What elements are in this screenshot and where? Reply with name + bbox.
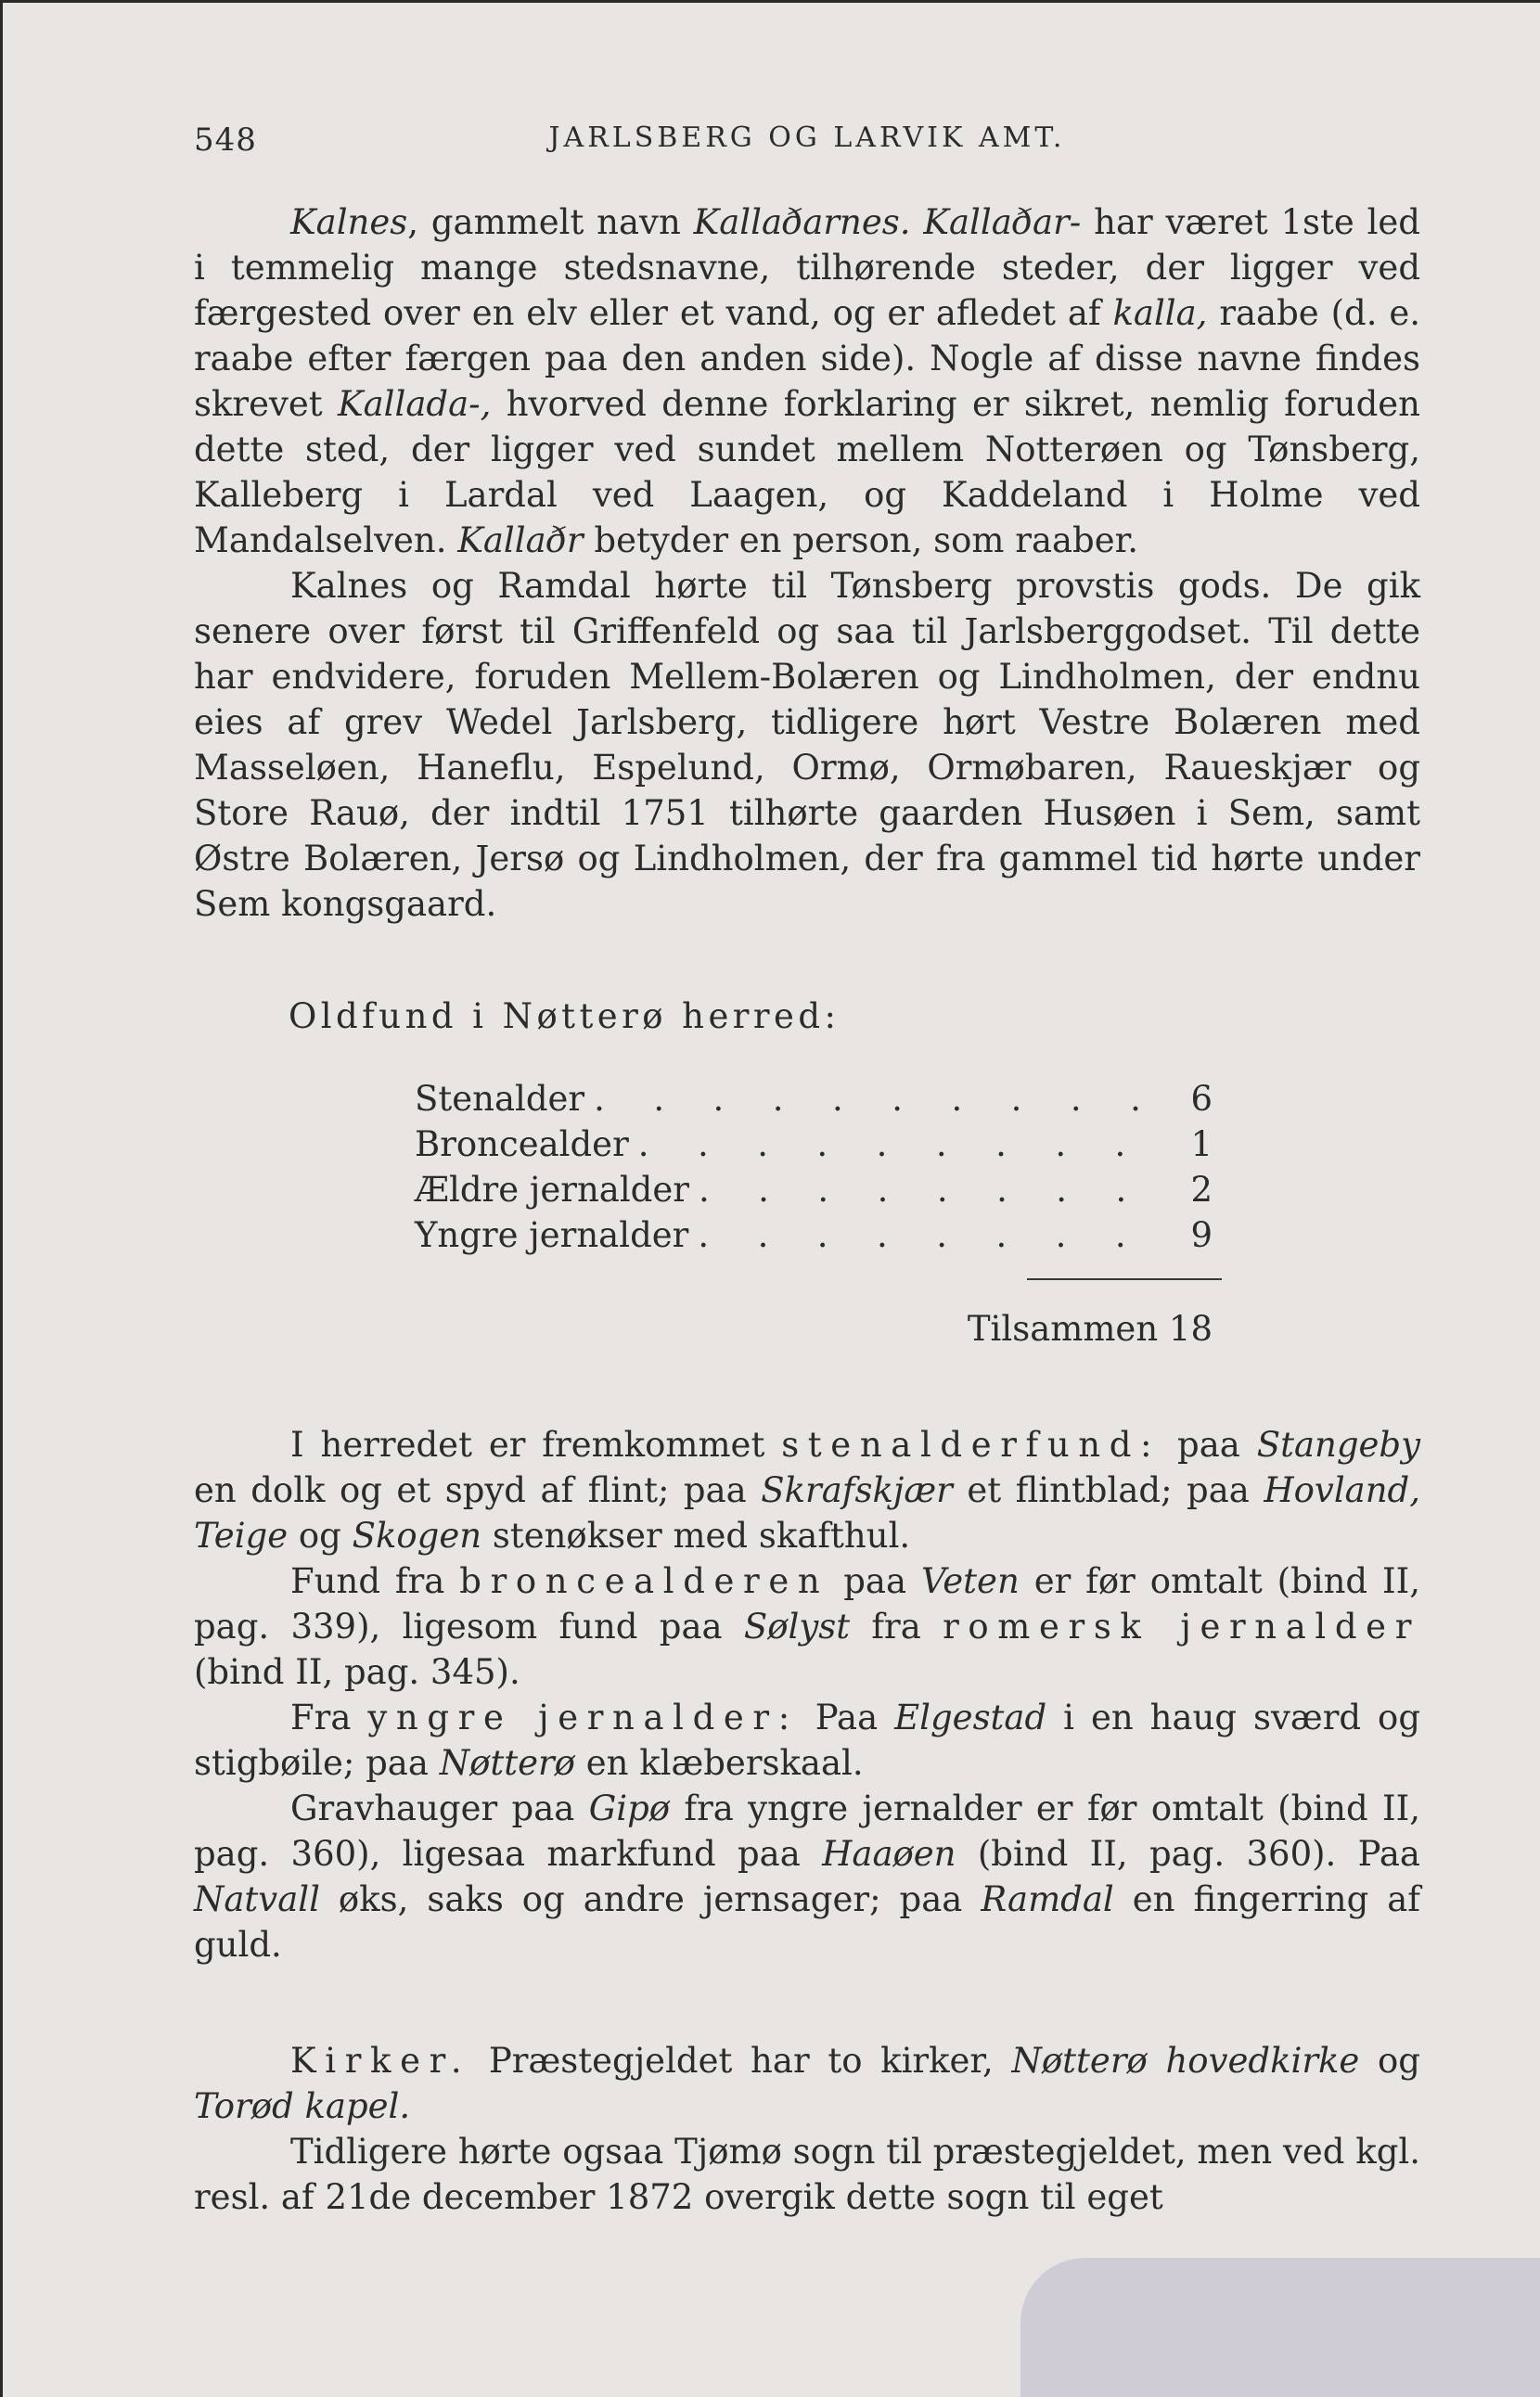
finds-row — [415, 1167, 1213, 1212]
text-run: hvorved denne forklaring er sikret, nemlig foruden dette sted, der ligger ved sundet mellem Notterøen og Tønsberg, Kalleberg i Lardal ved Laagen, og Kaddeland i Holme ved Mandalselven. — [194, 384, 1420, 560]
sum-rule — [1027, 1278, 1222, 1280]
section-heading: Kirker. — [290, 2041, 471, 2081]
dot-leader — [689, 1167, 1175, 1212]
church-name: Torød kapel. — [194, 2086, 411, 2126]
text-run: I herredet er fremkommet — [290, 1425, 782, 1465]
text-run: stenøkser med skafthul. — [481, 1516, 911, 1556]
paragraph-bronze-age — [194, 1558, 1420, 1695]
paragraph-stone-age — [194, 1422, 1420, 1558]
text-run: Præstegjeldet har to kirker, — [470, 2041, 1012, 2081]
word-form: kalla, — [1112, 293, 1208, 333]
text-run: øks, saks og andre jernsager; paa — [319, 1879, 982, 1919]
spaced-term: stenalderfund: — [781, 1425, 1161, 1465]
finds-count: 9 — [1190, 1215, 1213, 1255]
spaced-term: broncealderen — [459, 1561, 829, 1601]
place-name: Haaøen — [822, 1834, 956, 1874]
church-name: Nøtterø hovedkirke — [1011, 2041, 1360, 2081]
text-run: fra yngre jernalder er før omtalt (bind II, pag. 360), ligesaa markfund paa — [194, 1788, 1420, 1874]
text-run: er før omtalt (bind II, pag. 339), ligesom fund paa — [194, 1561, 1421, 1647]
text-run: en dolk og et spyd af flint; paa — [194, 1470, 762, 1510]
paragraph-tjomo: Tidligere hørte ogsaa Tjømø sogn til præstegjeldet, men ved kgl. resl. af 21de december 1872 overgik dette sogn til eget — [194, 2132, 1420, 2217]
text-run: et flintblad; paa — [952, 1470, 1264, 1510]
place-name: Ramdal — [981, 1879, 1114, 1919]
spaced-term: romersk jernalder — [943, 1607, 1421, 1647]
text-run: (bind II, pag. 345). — [194, 1652, 520, 1692]
place-name: Skrafskjær — [761, 1470, 953, 1510]
text-run: Paa — [798, 1698, 895, 1737]
place-name: Natvall — [194, 1879, 320, 1919]
text-run: Fund fra — [290, 1561, 460, 1601]
finds-count: 6 — [1190, 1079, 1213, 1119]
dot-leader — [688, 1212, 1175, 1258]
place-name: Gipø — [588, 1788, 671, 1828]
finds-count: 2 — [1190, 1170, 1213, 1210]
place-name: Stangeby — [1256, 1425, 1421, 1465]
page-number: 548 — [194, 122, 257, 159]
finds-period: Yngre jernalder — [415, 1215, 689, 1255]
place-name: Kallaðarnes. — [693, 202, 911, 242]
place-name: Skogen — [352, 1516, 482, 1556]
paragraph-churches — [194, 2038, 1420, 2129]
paragraph-kalnes — [194, 199, 1420, 563]
word-form: Kallaðar- — [923, 202, 1082, 242]
text-run: raabe (d. e. raabe efter færgen paa den anden side). Nogle af disse navne findes skrevet — [194, 293, 1420, 424]
body-text — [194, 199, 1420, 2220]
finds-row — [415, 1076, 1213, 1122]
finds-row — [415, 1212, 1213, 1258]
finds-count: 1 — [1190, 1124, 1213, 1164]
text-run: en klæberskaal. — [574, 1743, 864, 1783]
place-name: Veten — [920, 1561, 1020, 1601]
text-run — [911, 202, 924, 242]
paragraph-burial-mounds — [194, 1786, 1420, 1968]
finds-period: Broncealder — [415, 1124, 629, 1164]
place-name: Elgestad — [894, 1698, 1047, 1737]
text-run: paa — [1161, 1425, 1257, 1465]
place-name: Nøtterø — [439, 1743, 575, 1783]
spaced-term: yngre jernalder: — [367, 1698, 799, 1737]
text-run: betyder en person, som raaber. — [583, 520, 1139, 560]
finds-list — [415, 1076, 1213, 1352]
page-corner-shadow — [1020, 2258, 1540, 2397]
text-run: en fingerring af guld. — [194, 1879, 1420, 1965]
word-form: Kallada-, — [337, 384, 492, 424]
place-name: Kalnes — [290, 202, 408, 242]
text-run: i en haug sværd og stigbøile; paa — [194, 1698, 1421, 1783]
text-run: Fra — [290, 1698, 368, 1737]
text-run: og — [1359, 2041, 1420, 2081]
place-name: Hovland, Teige — [194, 1470, 1420, 1556]
running-title: JARLSBERG OG LARVIK AMT. — [548, 122, 1066, 154]
finds-total: Tilsammen 18 — [967, 1309, 1213, 1349]
finds-period: Stenalder — [415, 1079, 585, 1119]
paragraph-ownership: Kalnes og Ramdal hørte til Tønsberg provstis gods. De gik senere over først til Griffenfeld og saa til Jarlsberggodset. Til dette har endvidere, foruden Mellem-Bolæren og Lindholmen, der endnu eies af grev Wedel Jarlsberg, tidligere hørt Vestre Bolæren med Masseløen, Haneflu, Espelund, Ormø, Ormøbaren, Raueskjær og Store Rauø, der indtil 1751 tilhørte gaarden Husøen i Sem, samt Østre Bolæren, Jersø og Lindholmen, der fra gammel tid hørte under Sem kongsgaard. — [194, 566, 1420, 924]
text-run: , gammelt navn — [407, 202, 694, 242]
text-run: (bind II, pag. 360). Paa — [956, 1834, 1420, 1874]
finds-title: Oldfund i Nøtterø herred: — [289, 996, 841, 1036]
paragraph-younger-iron-age — [194, 1695, 1420, 1786]
finds-row — [415, 1122, 1213, 1167]
text-run: Gravhauger paa — [290, 1788, 589, 1828]
word-form: Kallaðr — [457, 520, 584, 560]
text-run: paa — [828, 1561, 921, 1601]
finds-period: Ældre jernalder — [415, 1170, 689, 1210]
dot-leader — [584, 1076, 1175, 1122]
text-run: og — [288, 1516, 353, 1556]
dot-leader — [629, 1122, 1175, 1167]
text-run: fra — [850, 1607, 943, 1647]
text-run: har været 1ste led i temmelig mange stedsnavne, tilhørende steder, der ligger ved færgested over en elv eller et vand, og er afledet af — [194, 202, 1420, 333]
place-name: Sølyst — [743, 1607, 851, 1647]
